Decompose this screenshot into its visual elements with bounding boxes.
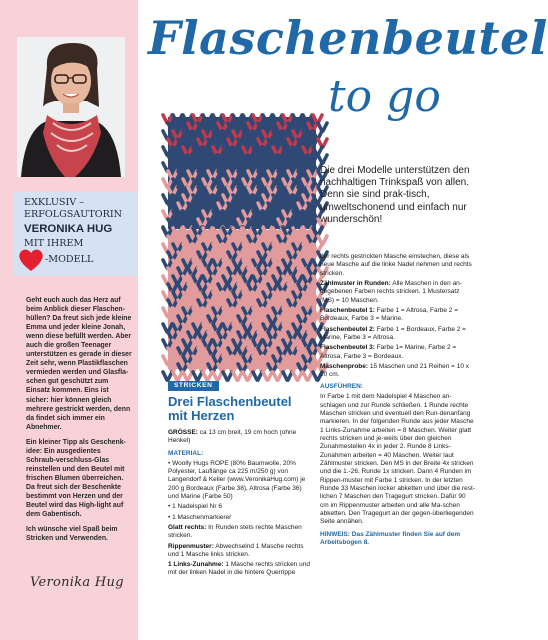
beutel2-label: Flaschenbeutel 2: (320, 325, 375, 333)
author-letter (26, 296, 132, 549)
zahlmuster-paragraph (320, 280, 475, 305)
letter-paragraph: Ich wünsche viel Spaß beim Stricken und Verwenden. (26, 526, 118, 543)
promo-role: ERFOLGSAUTORIN (24, 209, 123, 220)
rippen-label: Rippenmuster: (168, 542, 214, 550)
material-item: • 1 Nadelspiel Nr 6 (168, 503, 313, 511)
rippen-paragraph (168, 543, 313, 560)
zunahme-label: 1 Links-Zunahme: (168, 561, 224, 569)
continued-paragraph: der rechts gestrickten Masche einstechen, diese als neue Masche auf die linke Nadel nehmen und rechts stricken. (320, 253, 472, 277)
article-column-right (320, 253, 475, 549)
article-title (168, 395, 313, 423)
promo-exclusive: EXKLUSIV – (24, 197, 85, 208)
page-title: Flaschenbeutel (148, 11, 548, 65)
knit-photo-bottom (168, 230, 316, 369)
article-title-line2: mit Herzen (168, 408, 235, 423)
beutel3-text: Farbe 1= Marine, Farbe 2 = Altrosa, Farbe 3 = Bordeaux. (320, 344, 457, 360)
letter-paragraph: Geht euch auch das Herz auf beim Anblick dieser Flaschen-hüllen? Da freut sich jede kleine Emma und jeder kleine Jonah, wenn diese befüllt werden. Aber auch die großen Teenager unterstützen es gerade in dieser Zeit sehr, wenn Plastikflaschen vermieden werden und Glasfla-schen gut geschützt zum Einsatz kommen. Eins ist sicher: hier können gleich mehrere gestrickt werden, denn da findet sich immer ein Abnehmer. (26, 297, 132, 431)
size-paragraph (168, 429, 313, 446)
glatt-text: In Runden stets rechte Maschen stricken. (168, 523, 302, 540)
heart-icon (18, 248, 44, 272)
promo-author-name: VERONIKA HUG (24, 223, 113, 235)
promo-with-her: MIT IHREM (24, 238, 84, 249)
author-signature: Veronika Hug (30, 575, 124, 590)
zunahme-text: 1 Masche rechts stricken und mit der linken Nadel in die hintere Querrippe (168, 561, 310, 577)
beutel3-paragraph (320, 344, 475, 361)
author-sidebar (0, 0, 138, 640)
maschenprobe-label: Maschenprobe: (320, 363, 369, 371)
zahlmuster-label: Zählmuster in Runden: (320, 280, 391, 288)
material-item: • Woolly Hugs ROPE (80% Baumwolle, 20% Polyester, Lauflänge ca 225 m/250 g) von Langendorf & Keller (www.VeronikaHug.com) je 200 g Bordeaux (Farbe 38), Altrosa (Farbe 36) und Marine (Farbe 50) (168, 460, 313, 501)
hint-note: HINWEIS: Das Zählmuster finden Sie auf dem Arbeitsbogen 8. (320, 530, 461, 546)
glatt-label: Glatt rechts: (168, 523, 207, 531)
beutel2-paragraph (320, 326, 475, 343)
maschenprobe-paragraph (320, 363, 475, 380)
promo-model: -MODELL (45, 254, 94, 265)
material-head: MATERIAL: (168, 449, 204, 457)
material-item: • 1 Maschenmarkierer (168, 514, 313, 522)
beutel1-paragraph (320, 307, 475, 324)
intro-text: Die drei Modelle unterstützen den nachhaltigen Trinkspaß von allen. Denn sie sind prak-tisch, umweltschonend und einfach nur wunderschön! (320, 165, 470, 225)
beutel2-text: Farbe 1 = Bordeaux, Farbe 2 = Marine, Farbe 3 = Altrosa. (320, 325, 466, 342)
author-portrait (17, 37, 125, 177)
size-text: ca 13 cm breit, 19 cm hoch (ohne Henkel) (168, 429, 297, 445)
letter-paragraph: Ein kleiner Tipp als Geschenk-idee: Ein ausgedientes Schraub-verschluss-Glas reinstellen und den Beutel mit frischen Blumen überreichen. Da freut sich der Beschenkte bestimmt von Herzen und der Beutel wird das High-light auf dem Gabentisch. (26, 438, 126, 519)
category-tag: STRICKEN (168, 381, 219, 391)
maschenprobe-text: 15 Maschen und 21 Reihen = 10 x 10 cm. (320, 363, 470, 379)
article-title-line1: Drei Flaschenbeutel (168, 394, 292, 409)
rippen-text: Abwechselnd 1 Masche rechts und 1 Masche links stricken. (168, 542, 304, 558)
beutel1-text: Farbe 1 = Altrosa, Farbe 2 = Bordeaux, Farbe 3 = Marine. (320, 307, 459, 323)
author-promo-box (14, 192, 138, 276)
article-column-left (168, 374, 313, 580)
ausfuehren-head: AUSFÜHREN: (320, 382, 363, 390)
zahlmuster-text: Alle Maschen in den an-gegebenen Farben rechts stricken. 1 Mustersatz (MS) = 10 Maschen. (320, 280, 462, 304)
glatt-paragraph (168, 524, 313, 541)
ausfuehren-text: In Farbe 1 mit dem Nadelspiel 4 Maschen an-schlagen und zur Runde schließen. 1 Runde rechte Maschen stricken und eventuell den Run-denanfang markieren. In der folgenden Runde aus jeder Masche 1 Links-Zunahme arbeiten = 8 Maschen. Weiter glatt rechts stricken und je-weils über den gleichen Zunahmestellen 4x in jeder 2. Runde 8 Links-Zunahmen arbeiten = 40 Maschen. Weiter laut Zählmuster stricken. Den MS in der Breite 4x stricken und die 1.-26. Runde 1x stricken. Dann 4 Runden im Rippen-muster mit Farbe 1 stricken. In der letzten Runde 33 Maschen locker abketten und über die rest-lichen 7 Maschen den Tragegurt stricken. Dafür 90 cm im Rippenmuster arbeiten und alle Ma-schen abketten. Den Tragegurt an der gegen-überliegenden Seite annähen. (320, 393, 476, 526)
zunahme-paragraph (168, 561, 313, 578)
beutel3-label: Flaschenbeutel 3: (320, 344, 375, 352)
beutel1-label: Flaschenbeutel 1: (320, 307, 375, 315)
article-body-left (168, 429, 313, 578)
page-subtitle: to go (328, 71, 441, 122)
size-label: GRÖSSE: (168, 429, 198, 436)
knit-photo-top (168, 117, 316, 229)
